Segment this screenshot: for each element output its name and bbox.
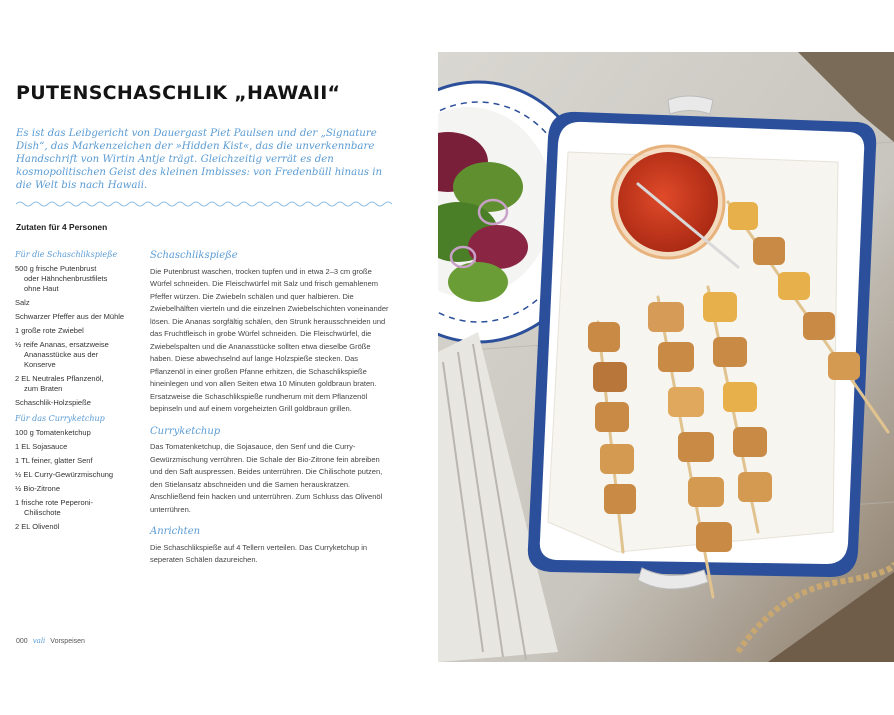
step-heading-ketchup: Curryketchup [150,425,221,437]
page-footer [16,637,85,645]
footer-section: Vorspeisen [50,637,85,645]
ingredient-line: 1 frische rote Peperoni- [15,498,93,507]
ingredient-item [15,312,145,322]
ingredient-group-skewers [15,250,145,408]
ingredient-item [15,428,145,438]
ingredient-line: 2 EL Olivenöl [15,522,60,531]
ingredient-line: zum Braten [24,384,63,393]
ingredient-group-ketchup [15,414,145,532]
recipe-photo [438,52,894,662]
ingredient-line: Salz [15,298,30,307]
ingredient-line: 1 große rote Zwiebel [15,326,84,335]
instructions [150,250,390,577]
ingredient-line: oder Hähnchenbrustfilets [24,274,108,283]
ingredient-heading-skewers: Für die Schaschlikspieße [15,250,118,259]
ingredient-line: Schaschlik-Holzspieße [15,398,91,407]
ingredient-item [15,374,145,394]
ingredient-item [15,442,145,452]
ingredient-line: 100 g Tomatenketchup [15,428,91,437]
ingredient-line: 2 EL Neutrales Pflanzenöl, [15,374,104,383]
ingredient-item [15,484,145,494]
ingredient-line: Konserve [24,360,56,369]
ingredient-item [15,326,145,336]
step-text-serve: Die Schaschlikspieße auf 4 Tellern verteilen. Das Curryketchup in seperaten Schälen dazureichen. [150,542,368,564]
footer-mark: vali [32,637,46,645]
wave-divider [16,200,396,208]
ingredient-line: Schwarzer Pfeffer aus der Mühle [15,312,125,321]
step-heading-serve: Anrichten [150,526,201,537]
recipe-title: PUTENSCHASCHLIK „HAWAII“ [16,82,341,104]
ingredient-line: ½ EL Curry-Gewürzmischung [15,470,114,479]
recipe-intro: Es ist das Leibgericht von Dauergast Piet Paulsen und der „Signature Dish“, das Markenzeichen der »Hidden Kist«, das die unverkennbare Handschrift von Wirtin Antje trägt. Gleichzeitig verrät es den kosmopolitischen Geist des kleinen Imbisses: von Fredenbüll hinaus in die Welt bis nach Hawaii. [16,128,383,191]
ingredients-list [15,250,145,538]
ingredient-line: 1 TL feiner, glatter Senf [15,456,93,465]
ingredient-item [15,340,145,370]
ingredient-item [15,298,145,308]
step-text-ketchup: Das Tomatenketchup, die Sojasauce, den Senf und die Curry-Gewürzmischung verrühren. Die Schale der Bio-Zitrone fein abreiben und den Saft auspressen. Beides unterrühren. Die Chilischote putzen, den Stielansatz abschneiden und die Samen herauskratzen. Anschließend fein hacken und unterrühren. Zum Schluss das Olivenöl unterrühren. [150,442,383,514]
ingredient-item [15,470,145,480]
ingredient-line: 1 EL Sojasauce [15,442,68,451]
ingredient-line: ohne Haut [24,284,59,293]
servings-label: Zutaten für 4 Personen [16,222,108,232]
ingredient-line: ½ Bio-Zitrone [15,484,61,493]
ingredient-item [15,522,145,532]
ingredient-item [15,398,145,408]
ingredient-line: 500 g frische Putenbrust [15,264,97,273]
step-text-skewers: Die Putenbrust waschen, trocken tupfen und in etwa 2–3 cm große Würfel schneiden. Die Fleischwürfel mit Salz und frisch gemahlenem Pfeffer würzen. Die Zwiebeln schälen und quer halbieren. Die Zwiebelhälften vierteln und die einzelnen Zwiebelschichten voneinander lösen. Die Ananas sorgfältig schälen, den Strunk herausschneiden und das Fruchtfleisch in grobe Würfel schneiden. Die Fleischwürfel, die Zwiebelspalten und die Ananasstücke sollten etwa dieselbe Größe haben. Diese abwechselnd auf lange Holzspieße stecken. Das Pflanzenöl in einer großen Pfanne erhitzen, die Schaschlikspieße hineinlegen und von allen Seiten etwa 10 Minuten goldbraun braten. Ersatzweise die Schaschlikspieße rundherum mit dem Pflanzenöl bepinseln und auf einem vorgeheizten Grill goldbraun grillen. [150,266,389,413]
ingredient-heading-ketchup: Für das Curryketchup [15,414,105,423]
ingredient-line: ½ reife Ananas, ersatzweise [15,340,109,349]
page-number: 000 [16,637,28,645]
ingredient-item [15,264,145,294]
ingredient-item [15,456,145,466]
ingredient-line: Chilischote [24,508,61,517]
recipe-page [0,0,438,715]
step-heading-skewers: Schaschlikspieße [150,250,238,261]
ingredient-line: Ananasstücke aus der [24,350,99,359]
ingredient-item [15,498,145,518]
